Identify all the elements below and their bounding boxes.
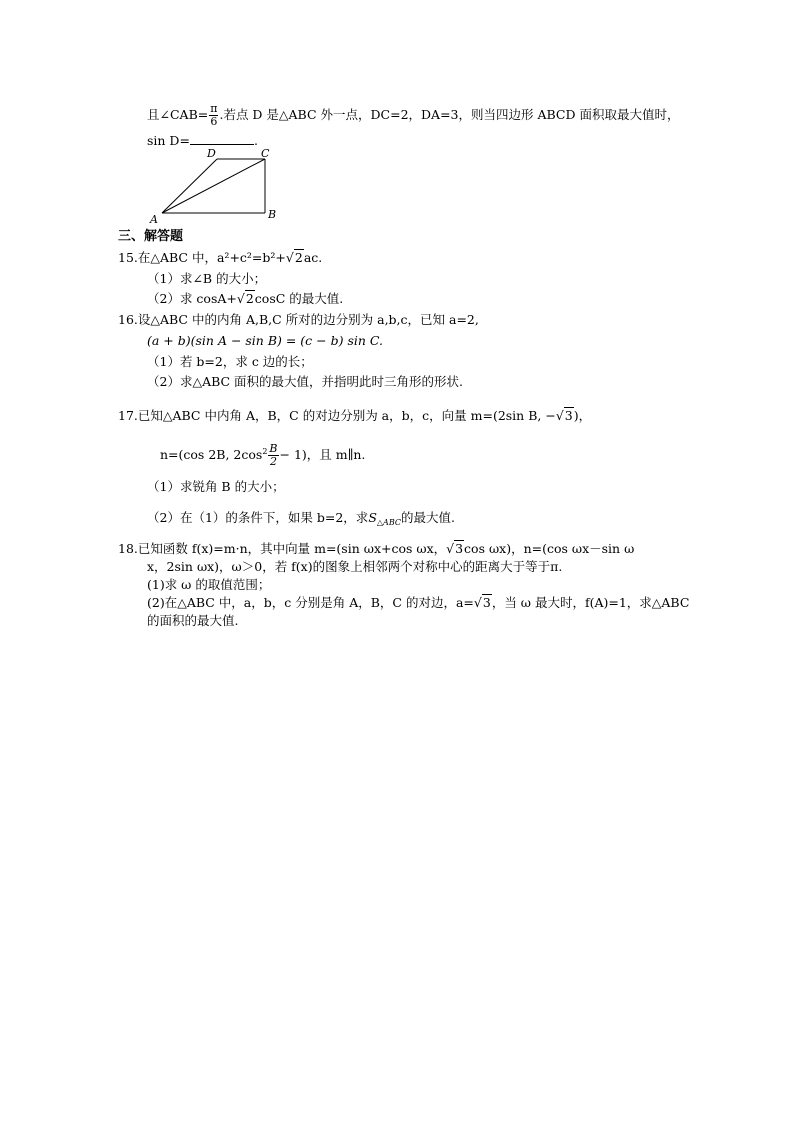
question-17-stem: 17.已知△ABC 中内角 A，B，C 的对边分别为 a，b，c，向量 m=(2sin B, −√3)， bbox=[118, 408, 592, 423]
question-18-part-2: (2)在△ABC 中，a，b，c 分别是角 A，B，C 的对边，a=√3，当 ω 最大时，f(A)=1，求△ABC bbox=[147, 595, 690, 610]
question-15-part-1: （1）求∠B 的大小； bbox=[147, 271, 267, 286]
answer-blank bbox=[190, 132, 254, 145]
question-17-part-1: （1）求锐角 B 的大小； bbox=[147, 479, 285, 494]
question-17-part-2: （2）在（1）的条件下，如果 b=2，求$S_{\triangle ABC}$的最大值. bbox=[147, 510, 455, 527]
sqrt-3: √3 bbox=[555, 408, 573, 423]
label-b: B bbox=[268, 208, 277, 221]
label-c: C bbox=[261, 147, 270, 160]
question-18-part-1: (1)求 ω 的取值范围； bbox=[147, 577, 271, 592]
pi-over-six-fraction: $\frac{\pi}{6}$ bbox=[210, 102, 218, 128]
question-16-part-1: （1）若 b=2，求 c 边的长； bbox=[147, 354, 313, 369]
question-16-stem: 16.设△ABC 中的内角 A,B,C 所对的边分别为 a,b,c，已知 a=2, bbox=[118, 312, 479, 327]
question-16-equation: (a + b)(sin A − sin B) = (c − b) sin C. bbox=[147, 333, 383, 348]
question-17-vector-n: n=(cos 2B, $2\cos^2$ $\frac{B}{2}$ − 1)，且 m∥n. bbox=[160, 442, 366, 468]
question-16-part-2: （2）求△ABC 面积的最大值，并指明此时三角形的形状. bbox=[147, 374, 464, 389]
edge-da bbox=[162, 159, 217, 213]
sqrt-3: √3 bbox=[446, 541, 464, 556]
question-15-stem: 15.在△ABC 中，a²+c²=b²+√2ac. bbox=[118, 250, 323, 265]
sqrt-2: √2 bbox=[236, 291, 254, 306]
label-a: A bbox=[150, 213, 158, 225]
question-18-part-2-cont: 的面积的最大值. bbox=[147, 613, 239, 628]
question-18-line-2: x，2sin ωx)，ω＞0，若 f(x)的图象上相邻两个对称中心的距离大于等于π. bbox=[147, 559, 563, 574]
vector-m: (2sin B, −√3)， bbox=[492, 408, 592, 423]
problem-14-line-2: sin D= . bbox=[147, 133, 258, 148]
sqrt-3: √3 bbox=[473, 595, 491, 610]
diagonal-ac bbox=[162, 159, 265, 213]
section-heading: 三、解答题 bbox=[118, 229, 184, 244]
quadrilateral-figure bbox=[145, 145, 285, 225]
label-d: D bbox=[207, 147, 216, 160]
question-15-part-2: （2）求 cosA+√2cosC 的最大值. bbox=[147, 291, 344, 306]
problem-14-line-1: 且∠CAB= $\frac{\pi}{6}$ .若点 D 是△ABC 外一点，DC=2，DA=3，则当四边形 ABCD 面积取最大值时， bbox=[147, 102, 680, 128]
question-18-line-1: 18.已知函数 f(x)=m·n，其中向量 m=(sin ωx+cos ωx，√3cos ωx)，n=(cos ωx－sin ω bbox=[118, 541, 635, 556]
b-over-2-fraction: $\frac{B}{2}$ bbox=[269, 442, 278, 468]
sqrt-2: √2 bbox=[285, 250, 303, 265]
